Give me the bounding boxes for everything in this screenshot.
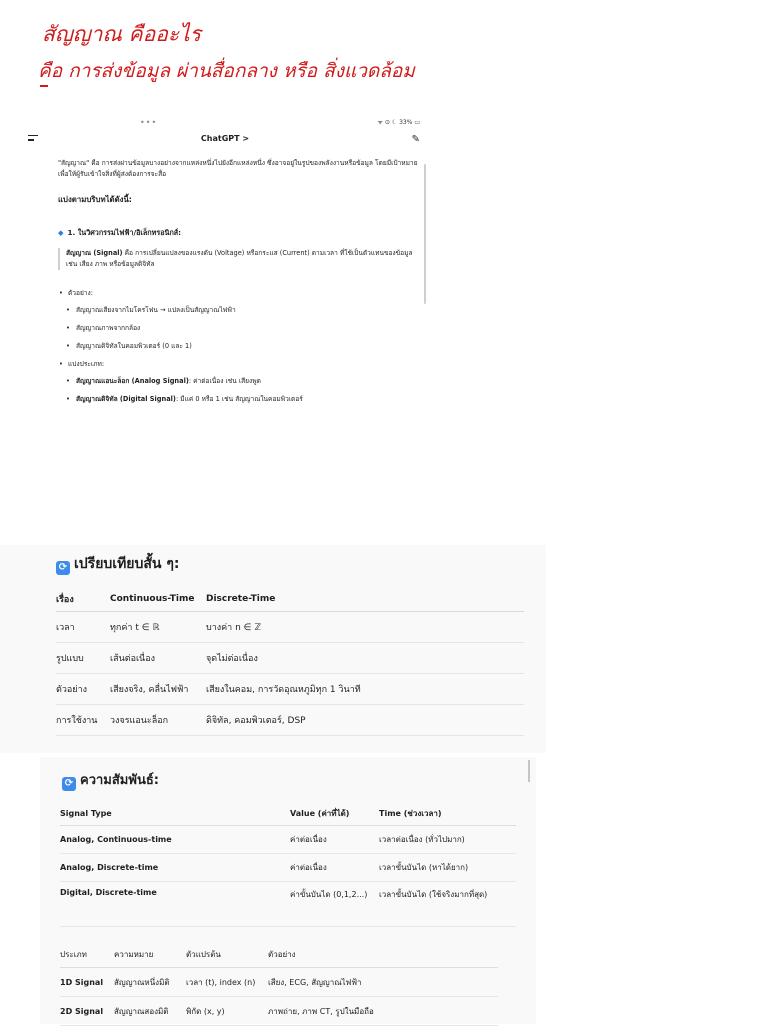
quote-text: คือ การเปลี่ยนแปลงของแรงดัน (Voltage) หรือกระแส (Current) ตามเวลา ที่ใช้เป็นตัวแทนของข้อมูล เช่น เสียง ภาพ หรือข้อมูลดิจิทัล <box>66 249 413 268</box>
table-cell: Digital, Discrete-time <box>60 882 290 927</box>
refresh-icon: ⟳ <box>62 777 76 791</box>
table-cell: เส้นต่อเนื่อง <box>110 643 206 674</box>
comparison-title-text: เปรียบเทียบสั้น ๆ: <box>74 556 180 572</box>
new-chat-icon[interactable]: ✎ <box>411 134 420 145</box>
table-cell: รูปแบบ <box>56 643 110 674</box>
table-cell: 2D Signal <box>60 997 114 1026</box>
type-desc: : ค่าต่อเนื่อง เช่น เสียงพูด <box>188 377 261 385</box>
quote-term: สัญญาณ (Signal) <box>66 249 123 257</box>
list-item: • สัญญาณดิจิทัลในคอมพิวเตอร์ (0 และ 1) <box>58 341 418 352</box>
section-heading: แบ่งตามบริบทได้ดังนี้: <box>58 195 132 204</box>
list-item: • สัญญาณเสียงจากไมโครโฟน → แปลงเป็นสัญญาณไฟฟ้า <box>58 305 418 316</box>
comparison-title <box>56 553 180 575</box>
handwritten-note: คือ การส่งข้อมูล ผ่านสื่อกลาง หรือ สิ่งแวดล้อม <box>38 60 415 82</box>
table-cell: สัญญาณสองมิติ <box>114 997 186 1026</box>
list-item <box>58 394 418 405</box>
list-item <box>58 376 418 387</box>
table-cell: 1D Signal <box>60 968 114 997</box>
table-cell: เวลา <box>56 612 110 643</box>
table-row <box>60 854 516 882</box>
table-cell: การใช้งาน <box>56 705 110 736</box>
column-header: ตัวอย่าง <box>268 941 498 968</box>
comparison-table <box>56 587 524 736</box>
scrollbar[interactable] <box>528 760 530 782</box>
status-bar <box>22 118 428 128</box>
multitask-dots[interactable]: ••• <box>140 118 158 127</box>
table-cell: เวลาขั้นบันได (หาได้ยาก) <box>379 854 516 882</box>
chat-response <box>58 158 418 412</box>
table-row <box>60 826 516 854</box>
type-desc: : มีแค่ 0 หรือ 1 เช่น สัญญาณในคอมพิวเตอร์ <box>175 395 303 403</box>
table-cell: จุดไม่ต่อเนื่อง <box>206 643 524 674</box>
signal-type-table <box>60 801 516 927</box>
comparison-screenshot <box>0 545 546 753</box>
column-header: ตัวแปรต้น <box>186 941 268 968</box>
dimension-table <box>60 941 498 1026</box>
table-header-row <box>60 941 498 968</box>
handwritten-title: สัญญาณ คืออะไร <box>42 22 201 46</box>
table-cell: พิกัด (x, y) <box>186 997 268 1026</box>
table-cell: เวลา (t), index (n) <box>186 968 268 997</box>
table-cell: เสียงจริง, คลื่นไฟฟ้า <box>110 674 206 705</box>
table-row <box>56 643 524 674</box>
table-cell: เวลาต่อเนื่อง (ทั่วไปมาก) <box>379 826 516 854</box>
relationship-title-text: ความสัมพันธ์: <box>80 773 159 788</box>
blue-diamond-icon: ◆ <box>58 228 64 237</box>
chatgpt-screenshot <box>22 112 428 440</box>
table-cell: ค่าต่อเนื่อง <box>290 826 379 854</box>
column-header: ประเภท <box>60 941 114 968</box>
table-cell: ค่าขั้นบันได (0,1,2...) <box>290 882 379 927</box>
table-row <box>60 997 498 1026</box>
table-cell: Analog, Discrete-time <box>60 854 290 882</box>
table-header-row <box>56 587 524 612</box>
table-cell: ตัวอย่าง <box>56 674 110 705</box>
table-cell: เวลาขั้นบันได (ใช้จริงมากที่สุด) <box>379 882 516 927</box>
table-row <box>60 882 516 927</box>
relationship-screenshot <box>40 757 536 1024</box>
column-header: Discrete-Time <box>206 587 524 612</box>
subsection-title <box>58 227 418 238</box>
list-item: • สัญญาณภาพจากกล้อง <box>58 323 418 334</box>
table-cell: เสียงในคอม, การวัดอุณหภูมิทุก 1 วินาที <box>206 674 524 705</box>
relationship-title <box>62 769 159 791</box>
table-header-row <box>60 801 516 826</box>
table-cell: ทุกค่า t ∈ ℝ <box>110 612 206 643</box>
table-cell: Analog, Continuous-time <box>60 826 290 854</box>
table-cell: บางค่า n ∈ ℤ <box>206 612 524 643</box>
examples-label: • ตัวอย่าง: <box>58 288 418 299</box>
table-row <box>56 705 524 736</box>
table-cell: วงจรแอนะล็อก <box>110 705 206 736</box>
column-header: Value (ค่าที่ได้) <box>290 801 379 826</box>
column-header: Signal Type <box>60 801 290 826</box>
types-label: • แบ่งประเภท: <box>58 359 418 370</box>
column-header: Continuous-Time <box>110 587 206 612</box>
table-row <box>60 968 498 997</box>
scrollbar[interactable] <box>424 164 426 304</box>
type-term: สัญญาณดิจิทัล (Digital Signal) <box>76 395 176 403</box>
column-header: เรื่อง <box>56 587 110 612</box>
table-cell: ภาพถ่าย, ภาพ CT, รูปในมือถือ <box>268 997 498 1026</box>
status-icons: ᯤ ⊙ ☾ 33% ▭ <box>377 119 420 126</box>
table-cell: สัญญาณหนึ่งมิติ <box>114 968 186 997</box>
refresh-icon: ⟳ <box>56 561 70 575</box>
subsection-title-text: 1. ในวิศวกรรมไฟฟ้า/อิเล็กทรอนิกส์: <box>67 228 182 237</box>
definition-quote <box>58 248 418 270</box>
intro-paragraph: "สัญญาณ" คือ การส่งผ่านข้อมูลบางอย่างจากแหล่งหนึ่งไปยังอีกแหล่งหนึ่ง ซึ่งอาจอยู่ในรูปของพลังงานหรือข้อมูล โดยมีเป้าหมายเพื่อให้ผู้รับเข้าใจสิ่งที่ผู้ส่งต้องการจะสื่อ <box>58 159 418 178</box>
column-header: ความหมาย <box>114 941 186 968</box>
table-row <box>56 674 524 705</box>
table-cell: ค่าต่อเนื่อง <box>290 854 379 882</box>
type-term: สัญญาณแอนะล็อก (Analog Signal) <box>76 377 189 385</box>
column-header: Time (ช่วงเวลา) <box>379 801 516 826</box>
table-row <box>56 612 524 643</box>
app-header <box>22 132 428 150</box>
app-title[interactable]: ChatGPT > <box>200 134 250 143</box>
table-cell: ดิจิทัล, คอมพิวเตอร์, DSP <box>206 705 524 736</box>
table-cell: เสียง, ECG, สัญญาณไฟฟ้า <box>268 968 498 997</box>
